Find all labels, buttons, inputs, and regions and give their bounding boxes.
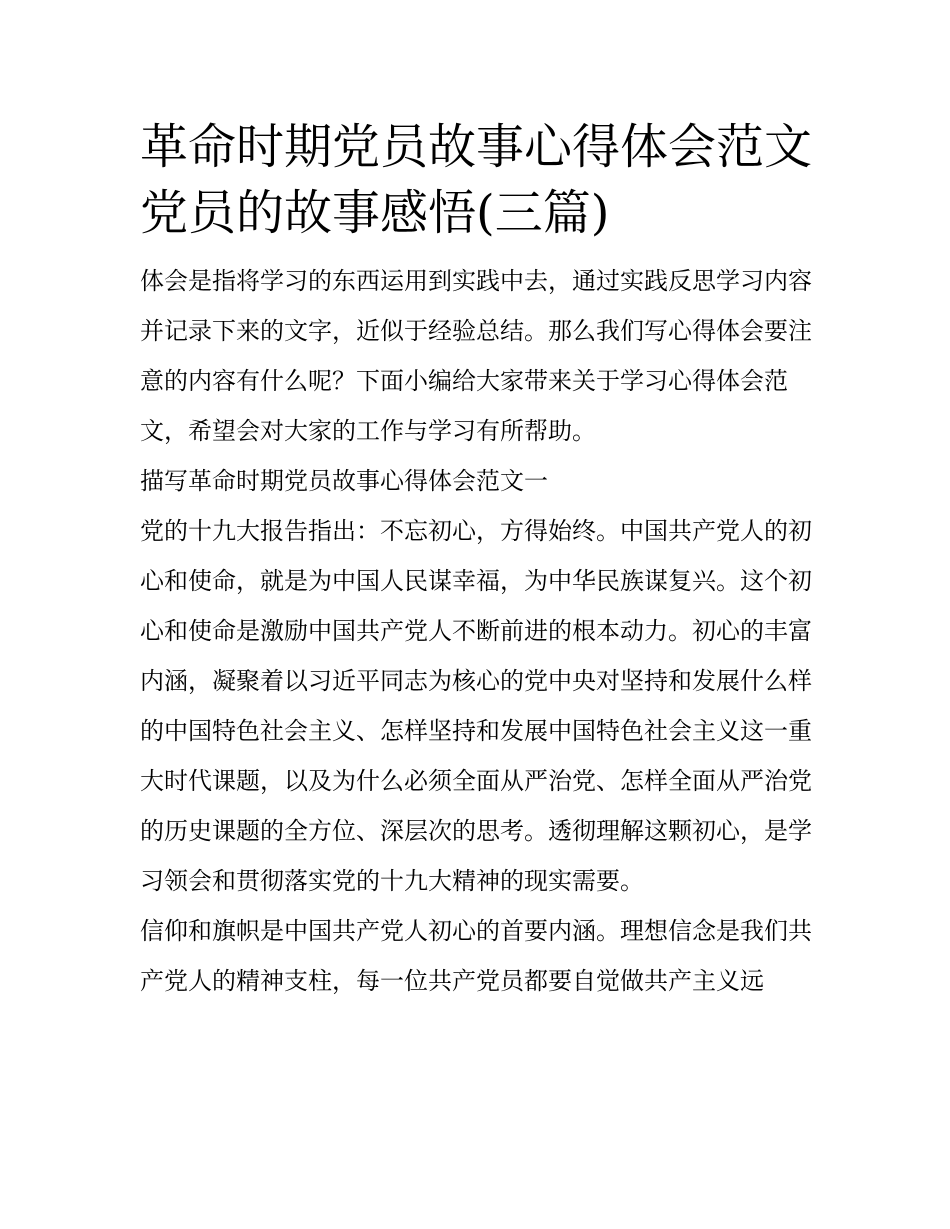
body-paragraph-2: 信仰和旗帜是中国共产党人初心的首要内涵。理想信念是我们共产党人的精神支柱，每一位共产党员都要自觉做共产主义远: [140, 917, 812, 995]
document-title: 革命时期党员故事心得体会范文 党员的故事感悟(三篇): [140, 119, 813, 241]
intro-paragraph: 体会是指将学习的东西运用到实践中去，通过实践反思学习内容并记录下来的文字，近似于经验总结。那么我们写心得体会要注意的内容有什么呢？下面小编给大家带来关于学习心得体会范文，希望会对大家的工作与学习有所帮助。: [140, 267, 812, 445]
document-page: [140, 0, 812, 1229]
section-heading: 描写革命时期党员故事心得体会范文一: [140, 467, 548, 495]
body-paragraph-1: 党的十九大报告指出：不忘初心，方得始终。中国共产党人的初心和使命，就是为中国人民谋幸福，为中华民族谋复兴。这个初心和使命是激励中国共产党人不断前进的根本动力。初心的丰富内涵，凝聚着以习近平同志为核心的党中央对坚持和发展什么样的中国特色社会主义、怎样坚持和发展中国特色社会主义这一重大时代课题，以及为什么必须全面从严治党、怎样全面从严治党的历史课题的全方位、深层次的思考。透彻理解这颗初心，是学习领会和贯彻落实党的十九大精神的现实需要。: [140, 517, 812, 895]
